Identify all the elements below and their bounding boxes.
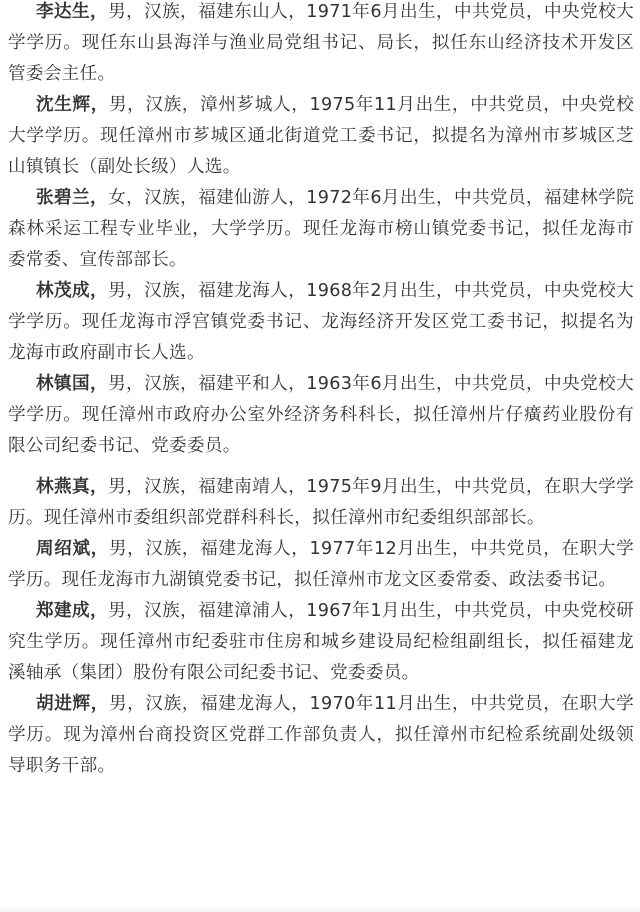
person-entry	[8, 0, 634, 90]
person-description: 男，汉族，福建漳浦人，1967年1月出生，中共党员，中央党校研究生学历。现任漳州市纪委驻市住房和城乡建设局纪检组副组长，拟任福建龙溪轴承（集团）股份有限公司纪委书记、党委委员。	[8, 601, 634, 683]
person-description: 男，汉族，福建南靖人，1975年9月出生，中共党员，在职大学学历。现任漳州市委组织部党群科科长，拟任漳州市纪委组织部部长。	[8, 477, 634, 528]
person-name: 林燕真，	[36, 477, 109, 497]
person-description: 男，汉族，福建东山人，1971年6月出生，中共党员，中央党校大学学历。现任东山县海洋与渔业局党组书记、局长，拟任东山经济技术开发区管委会主任。	[8, 2, 634, 84]
person-name: 李达生，	[36, 2, 109, 22]
bottom-edge	[0, 905, 640, 912]
person-entry	[8, 596, 634, 689]
person-name: 郑建成，	[36, 601, 109, 621]
person-entry	[8, 276, 634, 369]
person-description: 男，汉族，漳州芗城人，1975年11月出生，中共党员，中央党校大学学历。现任漳州市芗城区通北街道党工委书记，拟提名为漳州市芗城区芝山镇镇长（副处长级）人选。	[8, 95, 635, 177]
person-name: 周绍斌，	[36, 539, 109, 559]
person-description: 男，汉族，福建龙海人，1977年12月出生，中共党员，在职大学学历。现任龙海市九湖镇党委书记，拟任漳州市龙文区委常委、政法委书记。	[8, 539, 635, 590]
person-name: 胡进辉，	[36, 694, 109, 714]
person-entry	[8, 183, 634, 276]
person-entry	[8, 534, 634, 596]
person-description: 女，汉族，福建仙游人，1972年6月出生，中共党员，福建林学院森林采运工程专业毕业，大学学历。现任龙海市榜山镇党委书记，拟任龙海市委常委、宣传部部长。	[8, 188, 634, 270]
person-entry	[8, 689, 634, 782]
person-description: 男，汉族，福建龙海人，1970年11月出生，中共党员，在职大学学历。现为漳州台商投资区党群工作部负责人，拟任漳州市纪检系统副处级领导职务干部。	[8, 694, 635, 776]
person-entry	[8, 472, 634, 534]
person-name: 沈生辉，	[36, 95, 109, 115]
person-name: 张碧兰，	[36, 188, 109, 208]
person-description: 男，汉族，福建龙海人，1968年2月出生，中共党员，中央党校大学学历。现任龙海市浮宫镇党委书记、龙海经济开发区党工委书记，拟提名为龙海市政府副市长人选。	[8, 281, 634, 363]
person-name: 林镇国，	[36, 374, 109, 394]
person-entry	[8, 369, 634, 462]
person-name: 林茂成，	[36, 281, 109, 301]
person-entry	[8, 90, 634, 183]
person-description: 男，汉族，福建平和人，1963年6月出生，中共党员，中央党校大学学历。现任漳州市政府办公室外经济务科科长，拟任漳州片仔癀药业股份有限公司纪委书记、党委委员。	[8, 374, 634, 456]
